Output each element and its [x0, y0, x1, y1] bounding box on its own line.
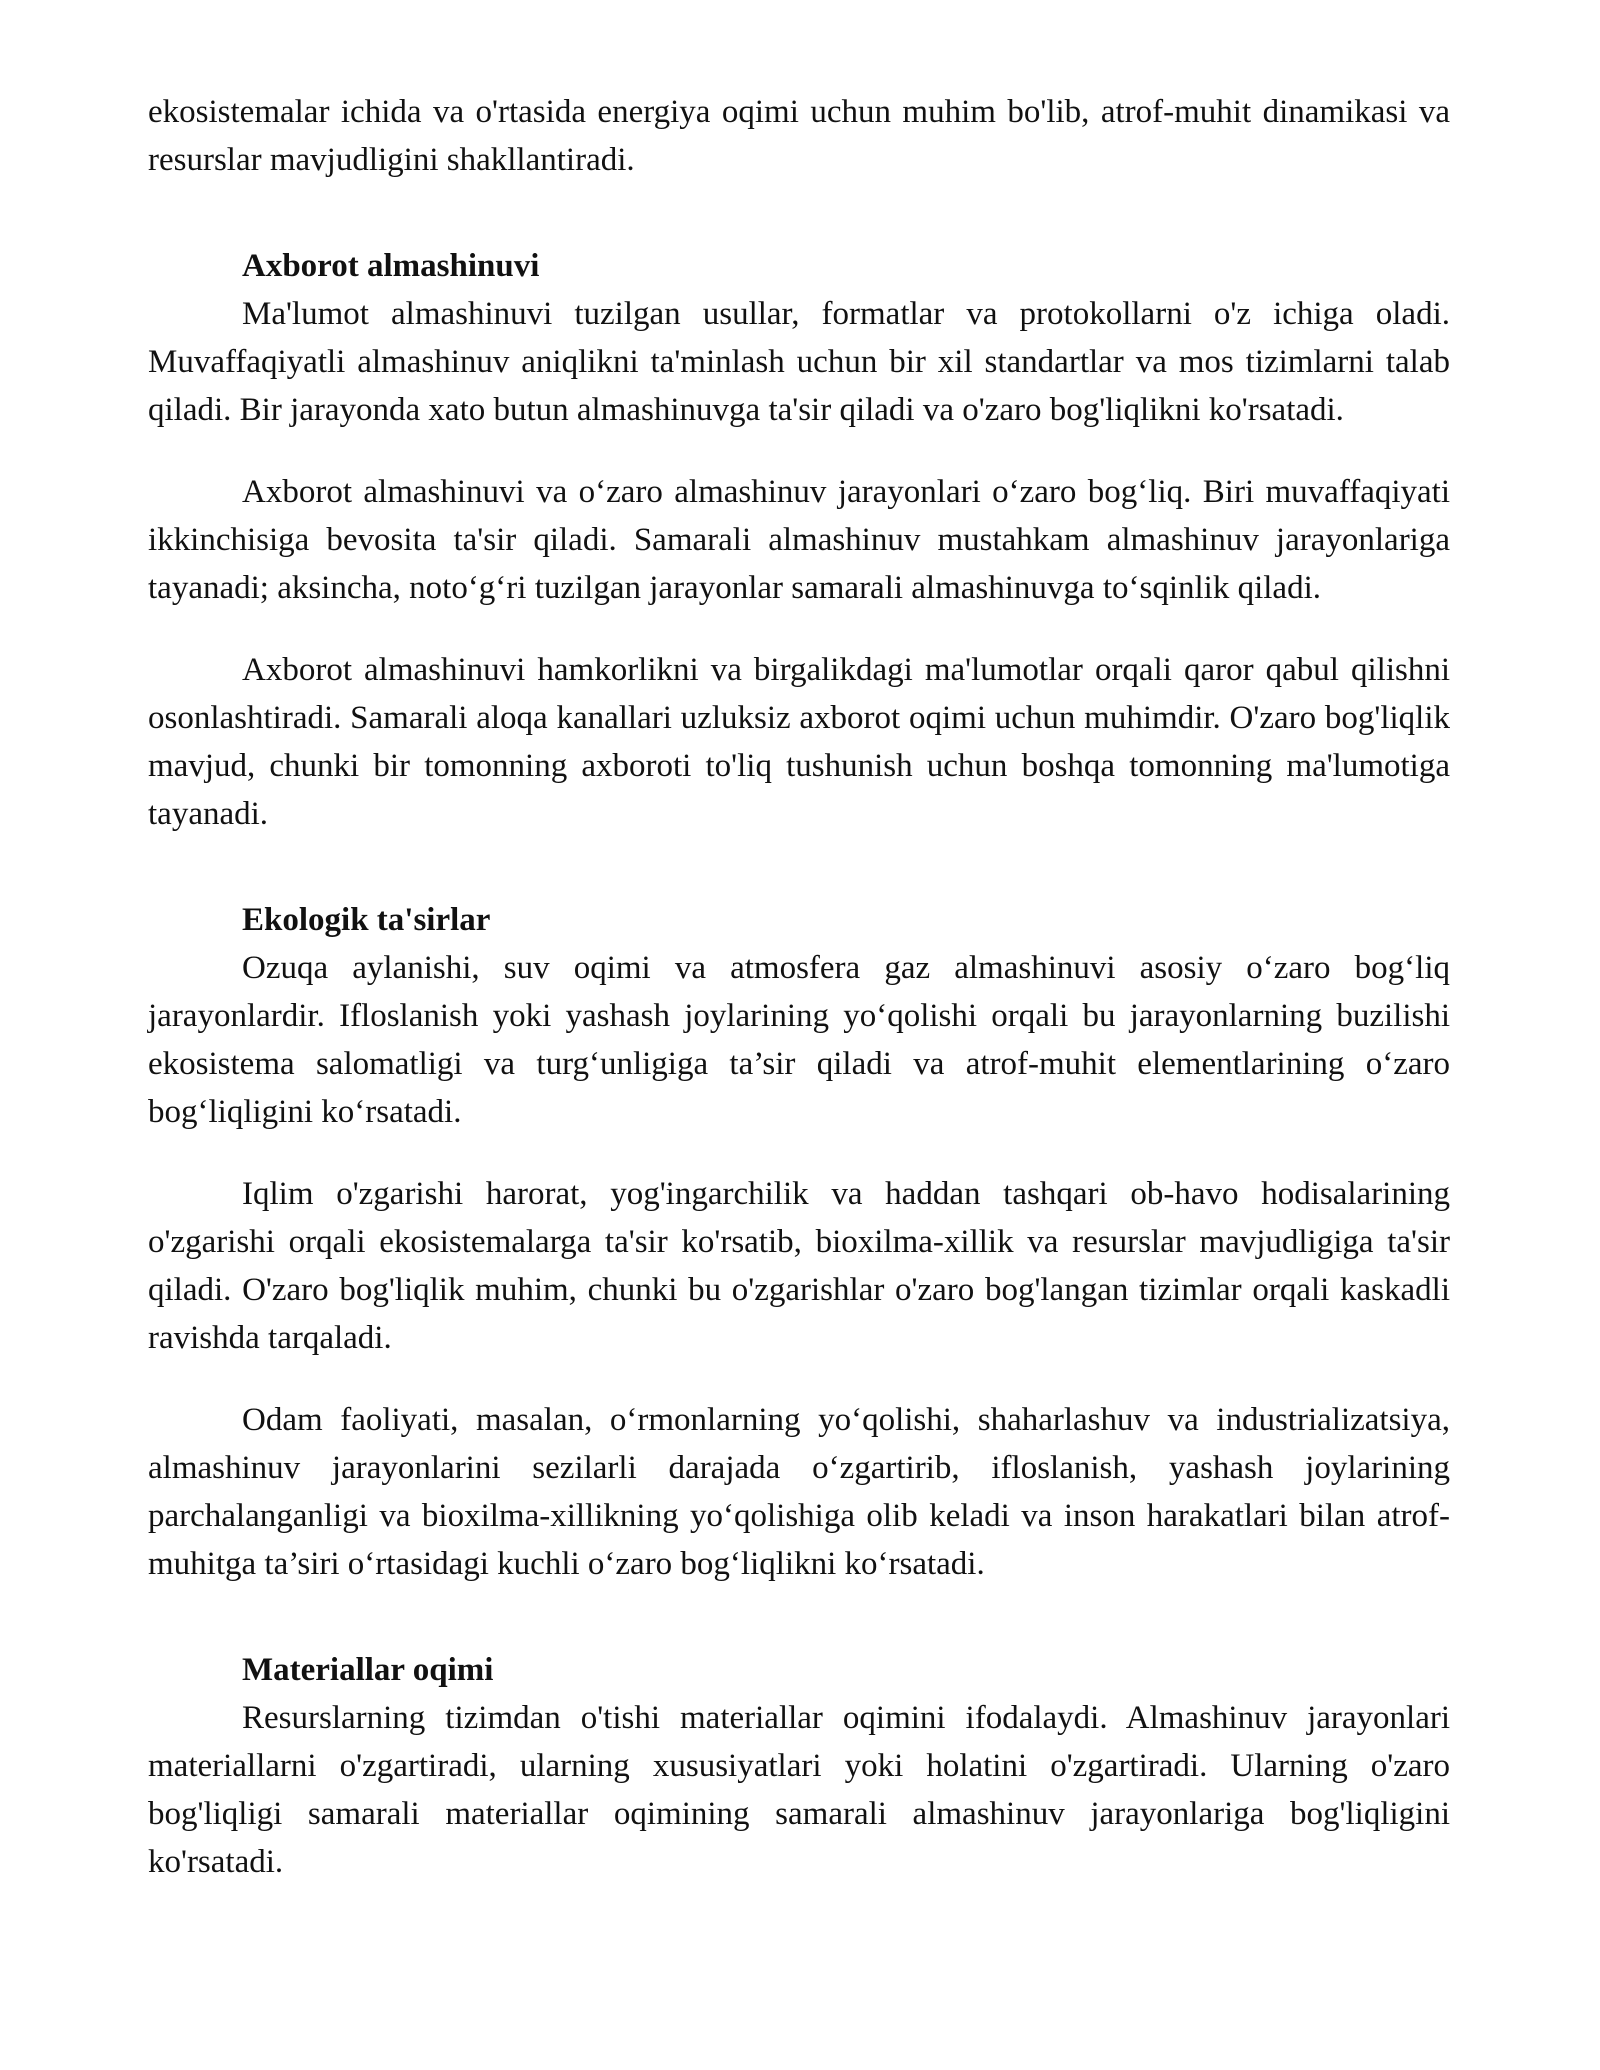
- document-page: [148, 88, 1450, 1886]
- heading-axborot-almashinuvi: Axborot almashinuvi: [242, 248, 540, 284]
- paragraph-ozaro-almashinuv: Axborot almashinuvi va o‘zaro almashinuv jarayonlari o‘zaro bog‘liq. Biri muvaffaqiyati ikkinchisiga bevosita ta'sir qiladi. Samarali almashinuv mustahkam almashinuv jarayonlariga tayanadi; aksincha, noto‘g‘ri tuzilgan jarayonlar samarali almashinuvga to‘sqinlik qiladi.: [148, 474, 1450, 606]
- paragraph-resurslar: Resurslarning tizimdan o'tishi materiallar oqimini ifodalaydi. Almashinuv jarayonlari materiallarni o'zgartiradi, ularning xususiyatlari yoki holatini o'zgartiradi. Ularning o'zaro bog'liqligi samarali materiallar oqimining samarali almashinuv jarayonlariga bog'liqligini ko'rsatadi.: [148, 1700, 1450, 1880]
- heading-ekologik-tasirlar: Ekologik ta'sirlar: [242, 902, 491, 938]
- heading-materiallar-oqimi: Materiallar oqimi: [242, 1652, 494, 1688]
- paragraph-ozuqa-aylanishi: Ozuqa aylanishi, suv oqimi va atmosfera gaz almashinuvi asosiy o‘zaro bog‘liq jarayonlardir. Ifloslanish yoki yashash joylarining yo‘qolishi orqali bu jarayonlarning buzilishi ekosistema salomatligi va turg‘unligiga ta’sir qiladi va atrof-muhit elementlarining o‘zaro bog‘liqligini ko‘rsatadi.: [148, 950, 1450, 1130]
- paragraph-energy-continuation: ekosistemalar ichida va o'rtasida energiya oqimi uchun muhim bo'lib, atrof-muhit dinamikasi va resurslar mavjudligini shakllantiradi.: [148, 94, 1450, 178]
- paragraph-iqlim-ozgarishi: Iqlim o'zgarishi harorat, yog'ingarchilik va haddan tashqari ob-havo hodisalarining o'zgarishi orqali ekosistemalarga ta'sir ko'rsatib, bioxilma-xillik va resurslar mavjudligiga ta'sir qiladi. O'zaro bog'liqlik muhim, chunki bu o'zgarishlar o'zaro bog'langan tizimlar orqali kaskadli ravishda tarqaladi.: [148, 1176, 1450, 1356]
- paragraph-malumot-almashinuvi: Ma'lumot almashinuvi tuzilgan usullar, formatlar va protokollarni o'z ichiga oladi. Muvaffaqiyatli almashinuv aniqlikni ta'minlash uchun bir xil standartlar va mos tizimlarni talab qiladi. Bir jarayonda xato butun almashinuvga ta'sir qiladi va o'zaro bog'liqlikni ko'rsatadi.: [148, 296, 1450, 428]
- paragraph-odam-faoliyati: Odam faoliyati, masalan, o‘rmonlarning yo‘qolishi, shaharlashuv va industrializatsiya, almashinuv jarayonlarini sezilarli darajada o‘zgartirib, ifloslanish, yashash joylarining parchalanganligi va bioxilma-xillikning yo‘qolishiga olib keladi va inson harakatlari bilan atrof-muhitga ta’siri o‘rtasidagi kuchli o‘zaro bog‘liqlikni ko‘rsatadi.: [148, 1402, 1450, 1582]
- paragraph-hamkorlik: Axborot almashinuvi hamkorlikni va birgalikdagi ma'lumotlar orqali qaror qabul qilishni osonlashtiradi. Samarali aloqa kanallari uzluksiz axborot oqimi uchun muhimdir. O'zaro bog'liqlik mavjud, chunki bir tomonning axboroti to'liq tushunish uchun boshqa tomonning ma'lumotiga tayanadi.: [148, 652, 1450, 832]
